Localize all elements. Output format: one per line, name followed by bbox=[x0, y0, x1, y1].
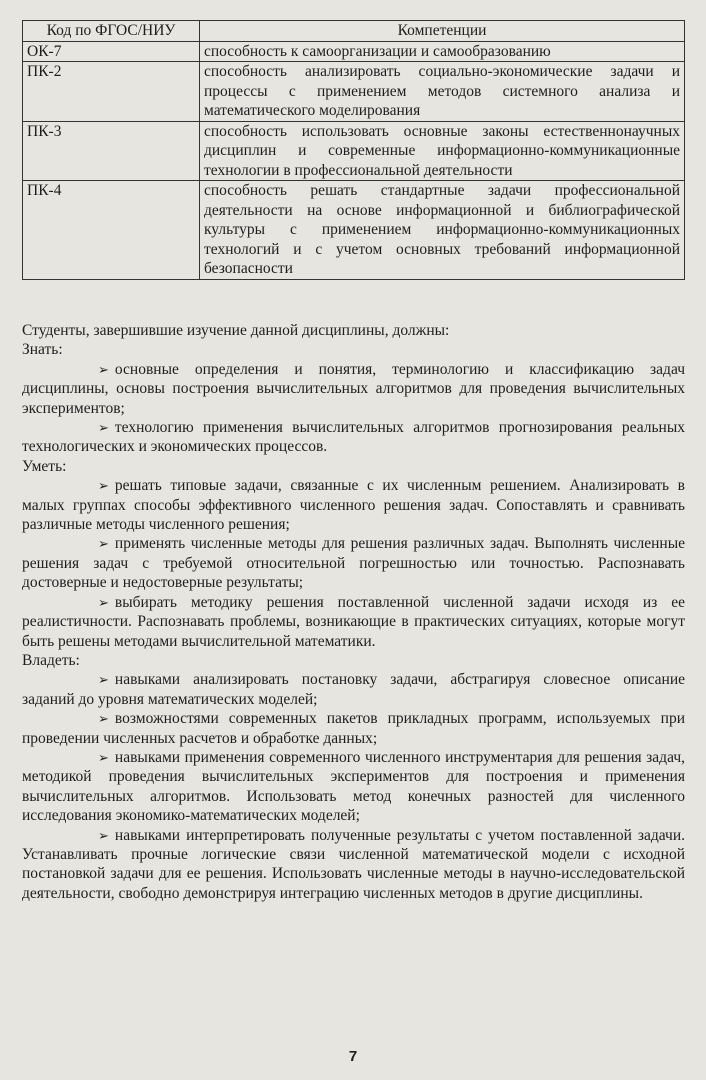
section-heading-can: Уметь: bbox=[22, 457, 67, 475]
list-item bbox=[22, 360, 685, 418]
section-heading-know: Знать: bbox=[22, 341, 63, 359]
row-text: способность решать стандартные задачи профессиональной деятельности на основе информационной и библиографической культуры с применением информационно-коммуникационных технологий и с учетом основных требований информационной безопасности bbox=[200, 181, 685, 280]
row-code: ПК-3 bbox=[23, 121, 200, 181]
intro-text: Студенты, завершившие изучение данной дисциплины, должны: bbox=[22, 322, 450, 339]
list-item bbox=[22, 534, 685, 592]
list-item-text: навыками анализировать постановку задачи, абстрагируя словесное описание заданий до уровня математических моделей; bbox=[22, 671, 685, 708]
list-item-text: навыками применения современного численного инструментария для решения задач, методикой проведения вычислительных экспериментов для построения и применения вычислительных алгоритмов. Использовать метод конечных разностей для численного исследования экономико-математических моделей; bbox=[22, 748, 685, 825]
arrow-bullet-icon: ➢ bbox=[98, 827, 109, 843]
list-item bbox=[22, 476, 685, 534]
list-item bbox=[22, 670, 685, 709]
row-text: способность к самоорганизации и самообразованию bbox=[200, 41, 685, 62]
header-competencies: Компетенции bbox=[200, 21, 685, 42]
row-code: ПК-4 bbox=[23, 181, 200, 280]
list-item-text: выбирать методику решения поставленной численной задачи исходя из ее реалистичности. Распознавать проблемы, возникающие в практических ситуациях, которые могут быть решены методами вычислительной математики. bbox=[22, 593, 685, 650]
list-item-text: применять численные методы для решения различных задач. Выполнять численные решения задач с требуемой относительной погрешностью или точностью. Распознавать достоверные и недостоверные результаты; bbox=[22, 535, 685, 592]
arrow-bullet-icon: ➢ bbox=[98, 711, 109, 727]
row-code: ПК-2 bbox=[23, 62, 200, 122]
list-item-text: технологию применения вычислительных алгоритмов прогнозирования реальных технологических и экономических процессов. bbox=[22, 419, 685, 456]
row-code: ОК-7 bbox=[23, 41, 200, 62]
table-row bbox=[23, 121, 685, 181]
page-number: 7 bbox=[348, 1048, 358, 1065]
list-item-text: возможностями современных пакетов прикладных программ, используемых при проведении численных расчетов и обработке данных; bbox=[22, 710, 685, 747]
list-item bbox=[22, 826, 685, 904]
list-item-text: навыками интерпретировать полученные результаты с учетом поставленной задачи. Устанавливать прочные логические связи численной математической модели с исходной постановкой задачи для ее решения. Использовать численные методы в научно-исследовательской деятельности, свободно демонстрируя интеграцию численных методов в другие дисциплины. bbox=[22, 826, 685, 902]
list-item bbox=[22, 709, 685, 748]
list-item bbox=[22, 418, 685, 457]
competencies-table bbox=[22, 20, 685, 280]
table-row bbox=[23, 41, 685, 62]
header-code: Код по ФГОС/НИУ bbox=[23, 21, 200, 42]
arrow-bullet-icon: ➢ bbox=[98, 420, 109, 436]
arrow-bullet-icon: ➢ bbox=[98, 672, 109, 688]
arrow-bullet-icon: ➢ bbox=[98, 536, 109, 552]
arrow-bullet-icon: ➢ bbox=[98, 594, 109, 610]
list-item-text: решать типовые задачи, связанные с их численным решением. Анализировать в малых группах способы эффективного численного решения задач. Сопоставлять и сравнивать различные методы численного решения; bbox=[22, 477, 685, 534]
table-header-row bbox=[23, 21, 685, 42]
arrow-bullet-icon: ➢ bbox=[98, 749, 109, 765]
table-row bbox=[23, 62, 685, 122]
document-body bbox=[22, 321, 685, 903]
section-heading-master: Владеть: bbox=[22, 651, 80, 669]
list-item-text: основные определения и понятия, терминологию и классификацию задач дисциплины, основы построения вычислительных алгоритмов для проведения вычислительных экспериментов; bbox=[22, 360, 685, 417]
row-text: способность анализировать социально-экономические задачи и процессы с применением методов системного анализа и математического моделирования bbox=[200, 62, 685, 122]
arrow-bullet-icon: ➢ bbox=[98, 361, 109, 377]
list-item bbox=[22, 748, 685, 826]
list-item bbox=[22, 593, 685, 651]
table-row bbox=[23, 181, 685, 280]
arrow-bullet-icon: ➢ bbox=[98, 478, 109, 494]
row-text: способность использовать основные законы естественнонаучных дисциплин и современные информационно-коммуникационные технологии в профессиональной деятельности bbox=[200, 121, 685, 181]
